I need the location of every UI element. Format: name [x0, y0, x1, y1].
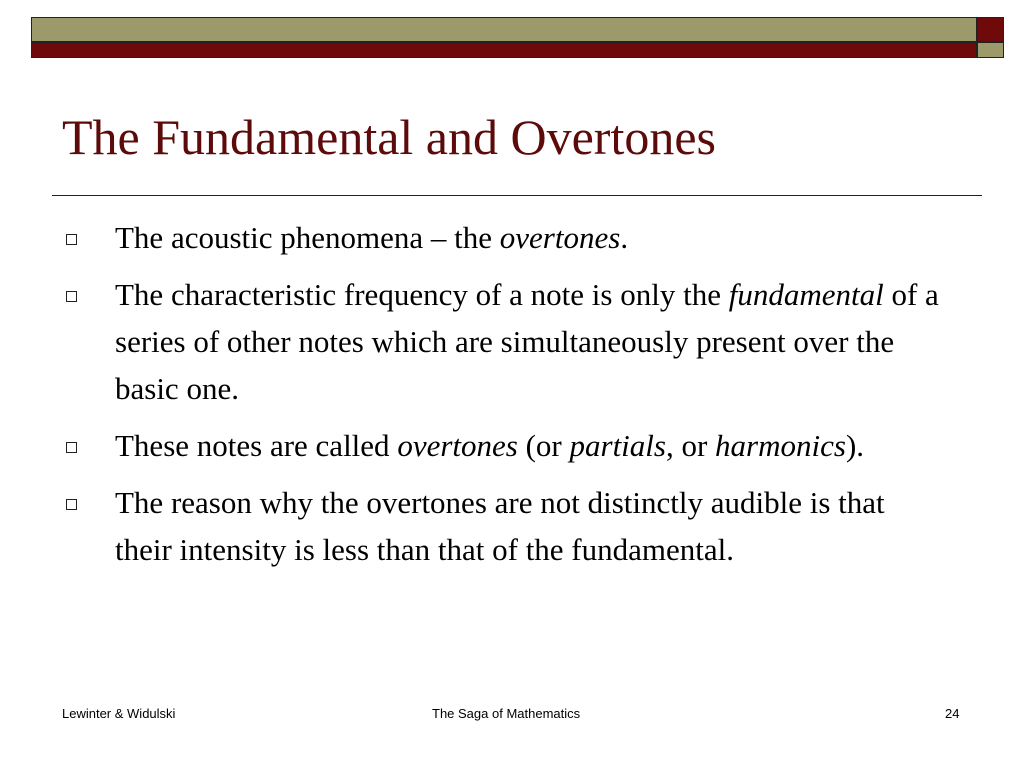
bullet-segment: ).	[845, 428, 865, 463]
footer-authors: Lewinter & Widulski	[62, 706, 176, 721]
bullet-segment-italic: overtones	[397, 428, 518, 463]
square-bullet-icon	[66, 234, 77, 245]
bullet-item	[62, 214, 942, 261]
title-divider	[52, 195, 982, 196]
bullet-segment: These notes are called	[115, 428, 398, 463]
bullet-segment-italic: harmonics	[715, 428, 846, 463]
header-olive-bar	[31, 17, 977, 42]
header-olive-square	[977, 42, 1004, 58]
footer-title: The Saga of Mathematics	[432, 706, 581, 721]
bullet-text	[115, 220, 628, 255]
bullet-segment-italic: fundamental	[728, 277, 884, 312]
header-maroon-square	[977, 17, 1004, 42]
bullet-item	[62, 271, 942, 412]
slide-title: The Fundamental and Overtones	[62, 109, 716, 165]
header-maroon-bar	[31, 42, 977, 58]
bullet-list	[62, 214, 942, 583]
bullet-text	[115, 428, 864, 463]
bullet-segment: , or	[665, 428, 716, 463]
bullet-segment: of a series of other notes which are simultaneously present over the basic one.	[115, 277, 939, 406]
bullet-segment-italic: overtones	[499, 220, 621, 255]
page-number: 24	[945, 706, 960, 721]
bullet-segment: The acoustic phenomena – the	[115, 220, 500, 255]
bullet-segment: (or	[517, 428, 570, 463]
square-bullet-icon	[66, 291, 77, 302]
bullet-segment-italic: partials	[569, 428, 666, 463]
bullet-item	[62, 422, 942, 469]
bullet-segment: The reason why the overtones are not distinctly audible is that their intensity is less than that of the fundamental.	[115, 485, 885, 567]
bullet-text	[115, 277, 939, 406]
bullet-segment: .	[620, 220, 629, 255]
square-bullet-icon	[66, 442, 77, 453]
bullet-segment: The characteristic frequency of a note is only the	[115, 277, 729, 312]
bullet-item	[62, 479, 942, 573]
square-bullet-icon	[66, 499, 77, 510]
bullet-text	[115, 485, 885, 567]
